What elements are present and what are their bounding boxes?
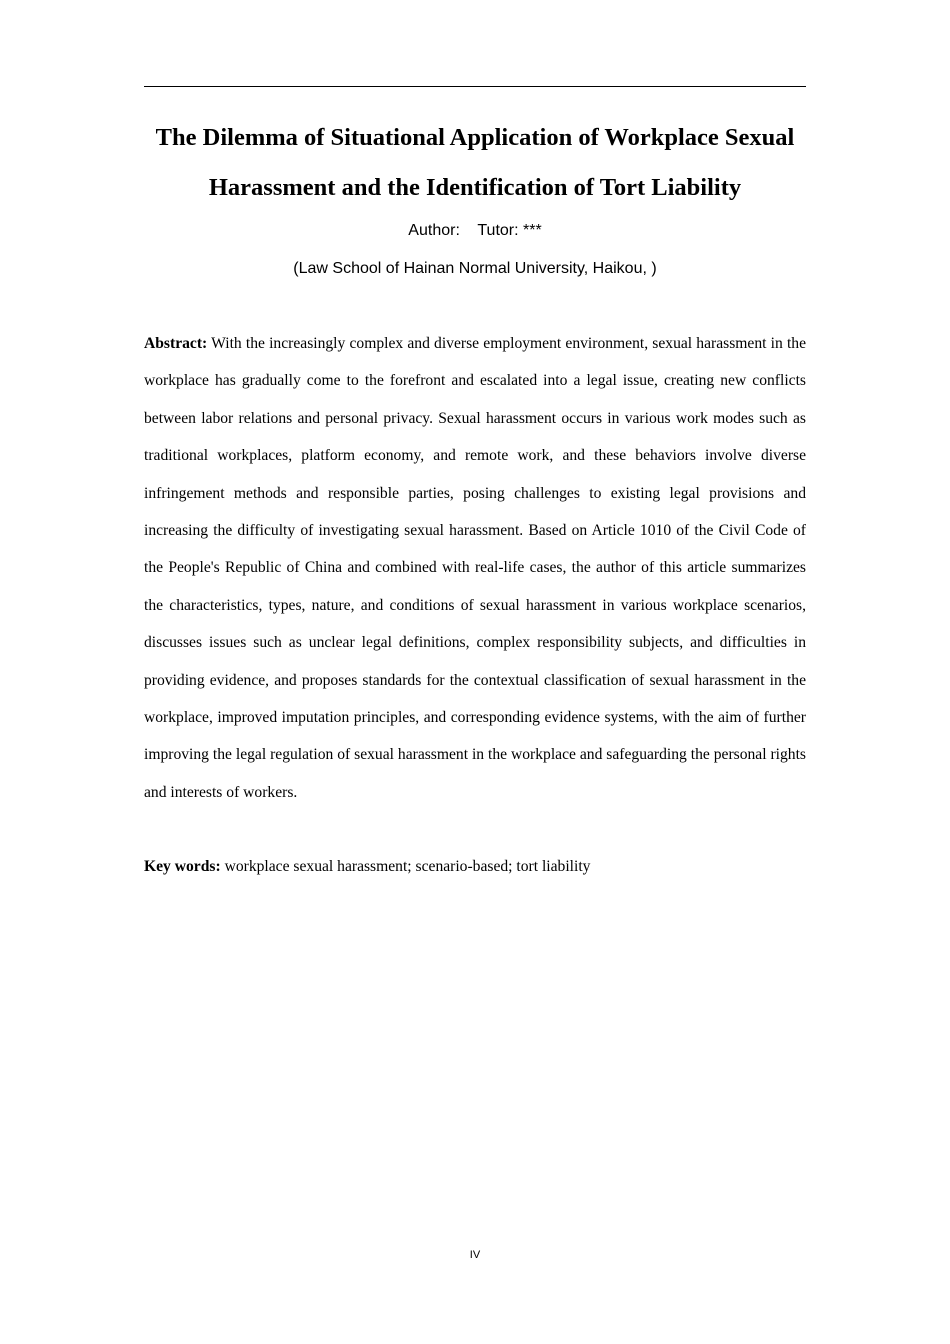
header-rule <box>144 86 806 87</box>
paper-title: The Dilemma of Situational Application of Workplace Sexual Harassment and the Identification of Tort Liability <box>155 124 795 201</box>
abstract-label: Abstract: <box>144 335 208 352</box>
abstract-paragraph <box>144 325 806 811</box>
author-line: Author: Tutor: *** <box>408 222 542 239</box>
affiliation: (Law School of Hainan Normal University, Haikou, ) <box>293 260 657 277</box>
page-number: IV <box>469 1249 481 1261</box>
keywords-text: workplace sexual harassment; scenario-based; tort liability <box>224 858 591 875</box>
abstract-text: With the increasingly complex and diverse employment environment, sexual harassment in the workplace has gradually come to the forefront and escalated into a legal issue, creating new conflicts between labor relations and personal privacy. Sexual harassment occurs in various work modes such as traditional workplaces, platform economy, and remote work, and these behaviors involve diverse infringement methods and responsible parties, posing challenges to existing legal provisions and increasing the difficulty of investigating sexual harassment. Based on Article 1010 of the Civil Code of the People's Republic of China and combined with real-life cases, the author of this article summarizes the characteristics, types, nature, and conditions of sexual harassment in various workplace scenarios, discusses issues such as unclear legal definitions, complex responsibility subjects, and difficulties in providing evidence, and proposes standards for the contextual classification of sexual harassment in the workplace, improved imputation principles, and corresponding evidence systems, with the aim of further improving the legal regulation of sexual harassment in the workplace and safeguarding the personal rights and interests of workers. <box>144 335 806 801</box>
keywords-paragraph <box>144 848 806 885</box>
keywords-label: Key words: <box>144 858 221 875</box>
